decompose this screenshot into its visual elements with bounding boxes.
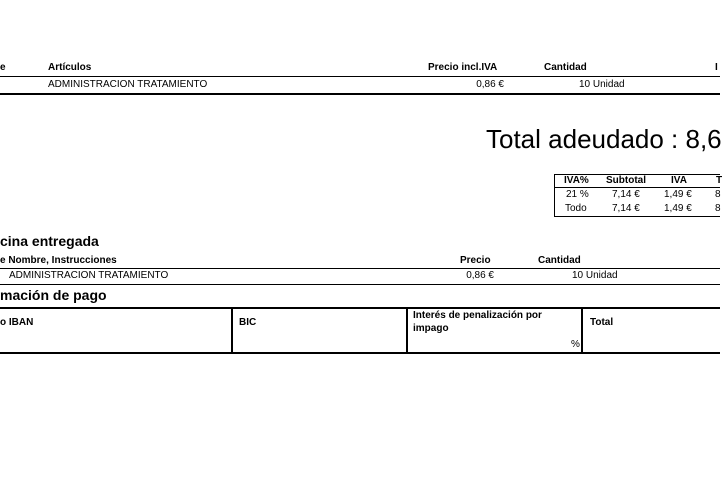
medicine-bottom-border — [0, 284, 720, 285]
articles-header-divider — [0, 76, 720, 77]
medicine-header-nombre: e Nombre, Instrucciones — [0, 255, 117, 266]
tax-row1-subtotal: 7,14 € — [612, 189, 640, 200]
tax-header-iva: IVA — [671, 175, 687, 186]
medicine-row-nombre: ADMINISTRACION TRATAMIENTO — [9, 270, 169, 281]
medicine-title: cina entregada — [0, 233, 99, 249]
articles-row-cantidad: 10 Unidad — [579, 79, 625, 90]
tax-row2-iva: 1,49 € — [664, 203, 692, 214]
medicine-header-divider — [0, 268, 720, 269]
articles-header-col0: e — [0, 62, 6, 73]
articles-header-articulos: Artículos — [48, 62, 92, 73]
articles-header-precio: Precio incl.IVA — [428, 62, 498, 73]
tax-row2-last: 8 — [715, 203, 721, 214]
articles-header-last: I — [715, 62, 718, 73]
tax-row1-iva-pct: 21 % — [566, 189, 589, 200]
payment-col-bic: BIC — [239, 317, 257, 328]
articles-header-cantidad: Cantidad — [544, 62, 587, 73]
payment-col-interes-2: impago — [413, 323, 449, 334]
medicine-header-cantidad: Cantidad — [538, 255, 581, 266]
tax-row2-subtotal: 7,14 € — [612, 203, 640, 214]
payment-col-iban: o IBAN — [0, 317, 34, 328]
payment-col-interes: Interés de penalización por — [413, 310, 542, 321]
tax-header-subtotal: Subtotal — [606, 175, 646, 186]
articles-row-articulo: ADMINISTRACION TRATAMIENTO — [48, 79, 208, 90]
payment-col-pct: % — [571, 339, 580, 350]
medicine-row-precio: 0,86 € — [466, 270, 494, 281]
tax-header-iva-pct: IVA% — [564, 175, 589, 186]
medicine-header-precio: Precio — [460, 255, 491, 266]
articles-bottom-border — [0, 93, 720, 95]
tax-header-last: T — [716, 175, 722, 186]
articles-row-precio: 0,86 € — [476, 79, 504, 90]
tax-row2-iva-pct: Todo — [565, 203, 587, 214]
medicine-row-cantidad: 10 Unidad — [572, 270, 618, 281]
total-adeudado: Total adeudado : 8,6 — [486, 124, 722, 154]
payment-title: mación de pago — [0, 287, 107, 303]
tax-row1-iva: 1,49 € — [664, 189, 692, 200]
tax-row1-last: 8 — [715, 189, 721, 200]
payment-col-total: Total — [590, 317, 614, 328]
